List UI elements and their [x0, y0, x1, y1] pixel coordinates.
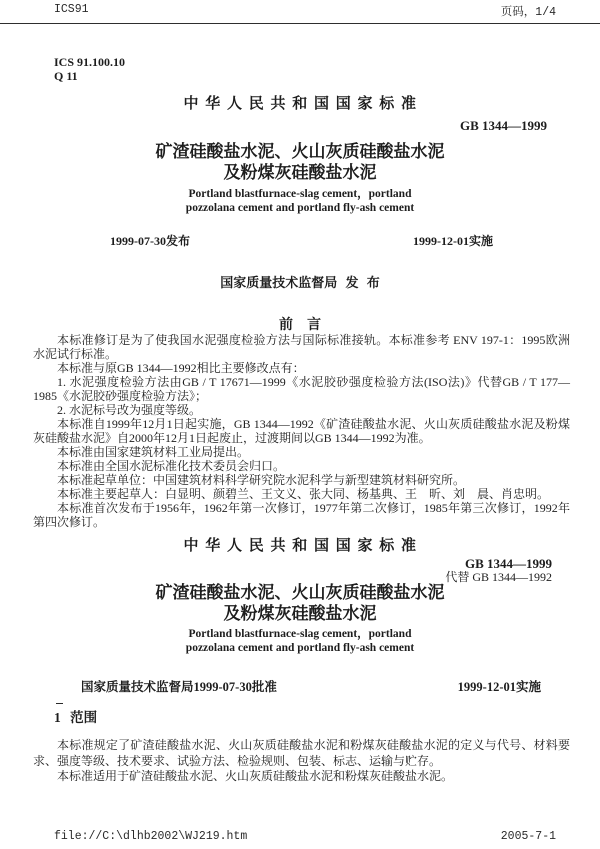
implementation-date: 1999-12-01实施	[413, 234, 493, 248]
standard-number-2: GB 1344—1999	[464, 556, 552, 571]
standard-number: GB 1344—1999	[459, 118, 547, 133]
standard-title-cn-2	[0, 582, 600, 624]
scope-paragraph: 本标准规定了矿渣硅酸盐水泥、火山灰质硅酸盐水泥和粉煤灰硅酸盐水泥的定义与代号、材料要求、强度等级、技术要求、试验方法、检验规则、包装、标志、运输与贮存。	[33, 738, 570, 768]
foreword-paragraph: 本标准自1999年12月1日起实施，GB 1344—1992《矿渣硅酸盐水泥、火山灰质硅酸盐水泥及粉煤灰硅酸盐水泥》自2000年12月1日起废止，过渡期间以GB 1344—1992为准。	[33, 417, 570, 445]
issue-date: 1999-07-30发布	[110, 234, 190, 248]
footer-file-path: file://C:\dlhb2002\WJ219.htm	[54, 830, 248, 843]
approval-impl-dates	[81, 677, 541, 695]
print-header-title: ICS91	[54, 3, 89, 16]
standard-title-en-line2: pozzolana cement and portland fly-ash cement	[185, 201, 415, 214]
standard-title-cn-2-line2: 及粉煤灰硅酸盐水泥	[223, 604, 377, 623]
foreword-paragraph: 本标准与原GB 1344—1992相比主要修改点有：	[57, 361, 305, 375]
print-footer	[54, 830, 556, 843]
doc-class-code: Q 11	[54, 68, 78, 83]
standard-title-en-2	[0, 628, 600, 655]
foreword-paragraph: 本标准起草单位：中国建筑材料科学研究院水泥科学与新型建筑材料研究所。	[57, 473, 466, 487]
approval-note: 国家质量技术监督局1999-07-30批准	[81, 680, 277, 694]
foreword-paragraph: 本标准首次发布于1956年，1962年第一次修订，1977年第二次修订，1985年第三次修订，1992年第四次修订。	[33, 501, 570, 529]
standard-title-cn-line2: 及粉煤灰硅酸盐水泥	[223, 163, 377, 182]
foreword-paragraph: 1. 水泥强度检验方法由GB / T 17671—1999《水泥胶砂强度检验方法(ISO法)》代替GB / T 177—1985《水泥胶砂强度检验方法》；	[33, 375, 570, 403]
implementation-date-2: 1999-12-01实施	[457, 680, 541, 694]
footer-date: 2005-7-1	[500, 830, 556, 843]
standard-title-cn-2-line1: 矿渣硅酸盐水泥、火山灰质硅酸盐水泥	[155, 583, 445, 602]
scan-artifact-mark	[56, 703, 63, 704]
foreword-body	[33, 333, 570, 529]
standard-title-en-2-line1: Portland blastfurnace-slag cement，portland	[188, 628, 412, 640]
publisher-line: 国家质量技术监督局 发 布	[220, 275, 380, 290]
ics-code: ICS 91.100.10	[54, 55, 126, 69]
foreword-paragraph: 本标准由全国水泥标准化技术委员会归口。	[57, 459, 286, 473]
standard-title-cn	[0, 141, 600, 183]
standard-title-en-line1: Portland blastfurnace-slag cement，portland	[188, 188, 412, 200]
print-header	[54, 3, 556, 19]
standard-number-block-2	[445, 557, 552, 584]
foreword-heading: 前 言	[279, 318, 321, 333]
standard-title-en	[0, 188, 600, 215]
print-header-page-number: 页码，1/4	[500, 6, 556, 19]
standard-title-en-2-line2: pozzolana cement and portland fly-ash cement	[185, 641, 415, 654]
section-heading-scope	[54, 706, 97, 726]
foreword-paragraph: 本标准由国家建筑材料工业局提出。	[57, 445, 250, 459]
national-standard-heading: 中 华 人 民 共 和 国 国 家 标 准	[183, 96, 417, 112]
section-heading-scope-label: 1 范围	[54, 710, 98, 725]
national-standard-heading-2: 中 华 人 民 共 和 国 国 家 标 准	[183, 538, 417, 554]
replaces-note: 代替 GB 1344—1992	[445, 570, 552, 584]
scope-paragraph: 本标准适用于矿渣硅酸盐水泥、火山灰质硅酸盐水泥和粉煤灰硅酸盐水泥。	[57, 769, 454, 783]
classification-block	[54, 56, 125, 83]
foreword-paragraph: 2. 水泥标号改为强度等级。	[57, 403, 202, 417]
foreword-paragraph: 本标准主要起草人：白显明、颜碧兰、王文义、张大同、杨基典、王 昕、刘 晨、肖忠明。	[57, 487, 550, 501]
standard-title-cn-line1: 矿渣硅酸盐水泥、火山灰质硅酸盐水泥	[155, 142, 445, 161]
foreword-paragraph: 本标准修订是为了使我国水泥强度检验方法与国际标准接轨。本标准参考 ENV 197-1：1995欧洲水泥试行标准。	[33, 333, 570, 361]
header-divider	[0, 23, 600, 24]
issue-impl-dates	[110, 232, 493, 249]
scope-body	[33, 738, 570, 785]
